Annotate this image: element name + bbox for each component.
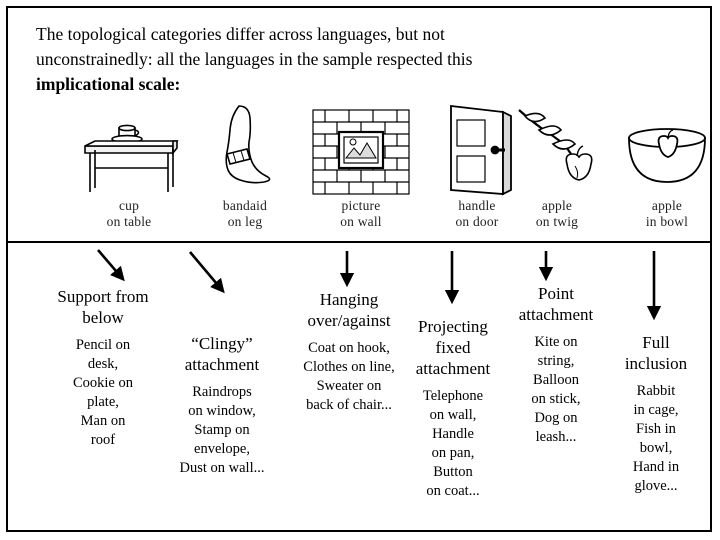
label-line-1: apple [541, 198, 573, 213]
category-title [282, 289, 416, 331]
category-projecting-fixed-attachment [404, 316, 502, 501]
example-line: bowl, [639, 440, 673, 456]
category-title [160, 333, 284, 375]
label-line-2: on twig [535, 214, 579, 229]
example-line: Rabbit [636, 383, 676, 399]
example-line: plate, [87, 394, 119, 410]
example-line: Sweater on [316, 378, 382, 394]
title-line-1: Projecting [418, 317, 488, 336]
example-line: glove... [634, 478, 678, 494]
label-line-2: in bowl [645, 214, 689, 229]
label-line-2: on door [455, 214, 499, 229]
example-line: Pencil on [75, 337, 131, 353]
example-line: Coat on hook, [308, 340, 390, 356]
caption-line-2: unconstrainedly: all the languages in the sample respected this [36, 49, 473, 69]
title-line-1: “Clingy” [191, 334, 253, 353]
title-line-2: fixed [435, 338, 471, 357]
title-line-2: below [82, 308, 124, 327]
example-line: Kite on [534, 334, 578, 350]
category-clingy-attachment [160, 333, 284, 478]
category-title [608, 332, 704, 374]
example-line: on coat... [426, 483, 480, 499]
label-line-1: handle [458, 198, 496, 213]
category-hanging-over-against [282, 289, 416, 415]
example-line: Handle [432, 426, 474, 442]
example-line: string, [537, 353, 575, 369]
category-examples [502, 333, 610, 447]
example-line: Hand in [632, 459, 680, 475]
title-line-2: attachment [184, 355, 260, 374]
example-line: envelope, [194, 441, 250, 457]
label-line-2: on table [106, 214, 152, 229]
title-line-2: attachment [518, 305, 594, 324]
example-line: Telephone [422, 388, 484, 404]
category-title [502, 283, 610, 325]
title-line-1: Full [642, 333, 670, 352]
example-line: Dust on wall... [179, 460, 265, 476]
caption-line-3: implicational scale: [36, 74, 181, 94]
category-examples [608, 382, 704, 496]
example-line: Balloon [533, 372, 579, 388]
label-line-1: apple [651, 198, 683, 213]
example-line: back of chair... [306, 397, 392, 413]
title-line-2: over/against [307, 311, 391, 330]
label-line-1: bandaid [222, 198, 268, 213]
category-support-from-below [36, 286, 170, 450]
example-line: on wall, [429, 407, 477, 423]
example-line: Man on [80, 413, 126, 429]
label-line-2: on wall [340, 214, 382, 229]
example-line: Button [433, 464, 473, 480]
category-examples [282, 339, 416, 415]
example-line: on window, [188, 403, 256, 419]
example-line: in cage, [633, 402, 679, 418]
category-point-attachment [502, 283, 610, 447]
title-line-1: Point [538, 284, 574, 303]
title-line-1: Support from [57, 287, 149, 306]
example-line: desk, [87, 356, 119, 372]
example-line: Dog on [534, 410, 578, 426]
example-line: Fish in [636, 421, 676, 437]
example-line: on pan, [431, 445, 475, 461]
category-examples [160, 383, 284, 478]
example-line: leash... [535, 429, 577, 445]
category-full-inclusion [608, 332, 704, 496]
example-line: roof [90, 432, 116, 448]
label-line-2: on leg [227, 214, 263, 229]
example-line: Stamp on [194, 422, 250, 438]
category-examples [404, 387, 502, 501]
label-line-1: picture [341, 198, 381, 213]
title-line-1: Hanging [319, 290, 379, 309]
label-line-1: cup [118, 198, 140, 213]
example-line: Raindrops [192, 384, 252, 400]
caption-line-1: The topological categories differ across languages, but not [36, 24, 445, 44]
category-examples [36, 336, 170, 450]
arrow-to-clingy-attachment [190, 252, 222, 290]
title-line-3: attachment [415, 359, 491, 378]
example-line: on stick, [531, 391, 581, 407]
example-line: Cookie on [72, 375, 133, 391]
example-line: Clothes on line, [303, 359, 395, 375]
arrow-to-support-from-below [98, 250, 122, 278]
category-title [404, 316, 502, 379]
title-line-2: inclusion [624, 354, 688, 373]
category-title [36, 286, 170, 328]
